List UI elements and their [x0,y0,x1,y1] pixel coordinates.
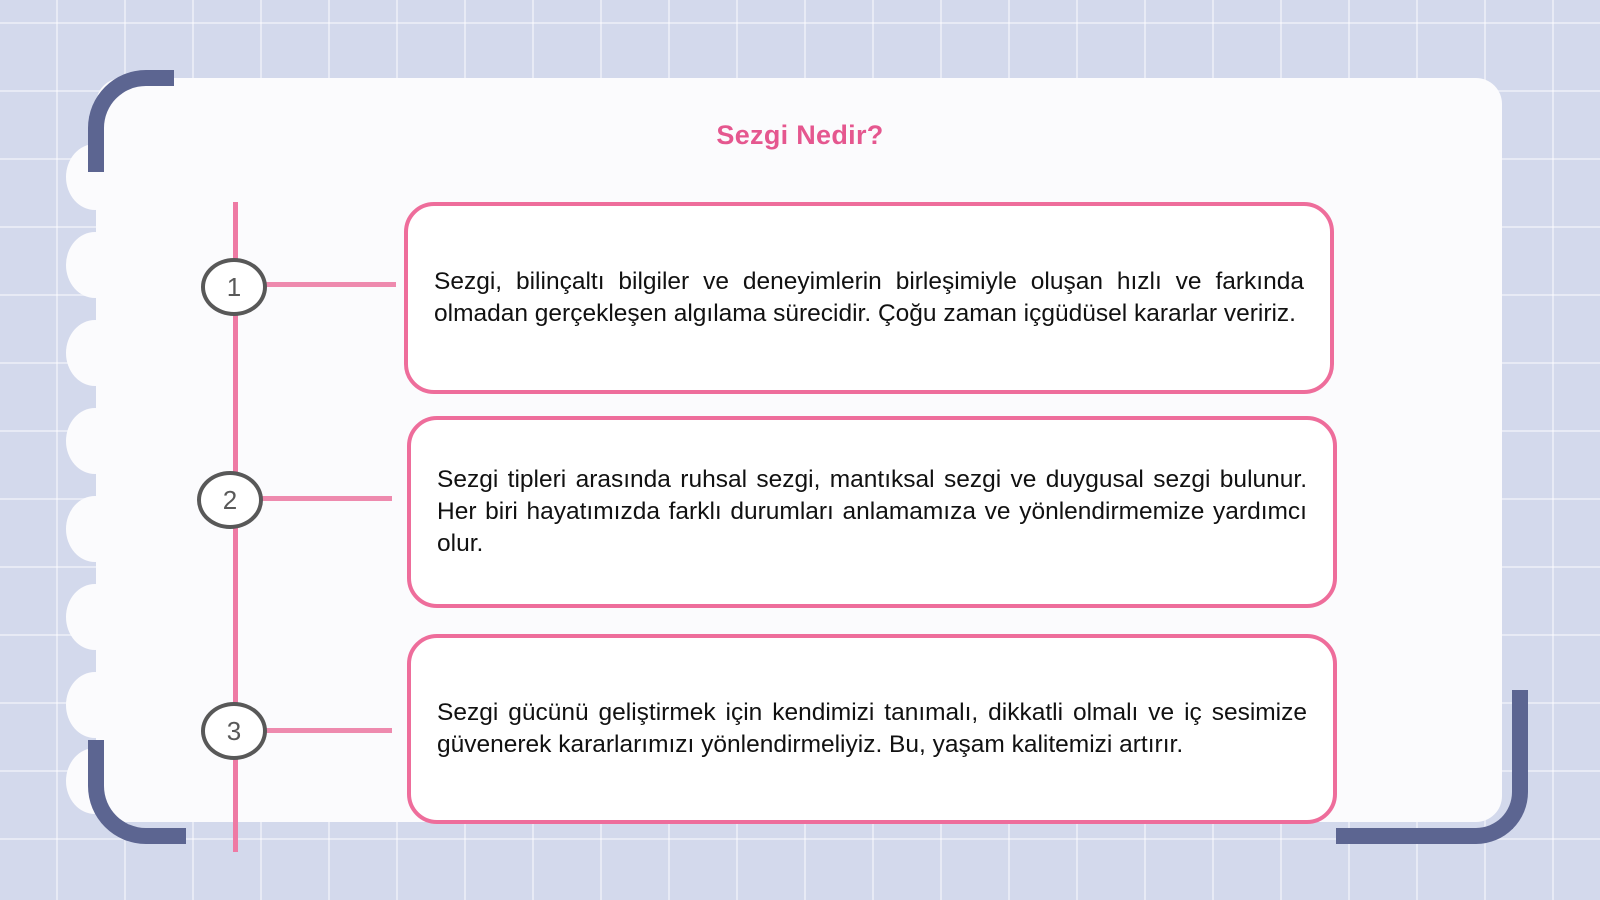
step-1-connector [262,282,396,287]
step-2-box [407,416,1337,608]
step-3-number: 3 [201,702,267,760]
paper-scallop [66,496,124,562]
step-2-text: Sezgi tipleri arasında ruhsal sezgi, mantıksal sezgi ve duygusal sezgi bulunur. Her biri hayatımızda farklı durumları anlamamıza ve yönlendirmemize yardımcı olur. [437,466,1307,557]
step-2-connector [260,496,392,501]
paper-scallop [66,672,124,738]
paper-scallop [66,232,124,298]
paper-scallop [66,320,124,386]
step-3-box [407,634,1337,824]
step-1-box [404,202,1334,394]
step-3-text: Sezgi gücünü geliştirmek için kendimizi tanımalı, dikkatli olmalı ve iç sesimize güvenerek kararlarımızı yönlendirmeliyiz. Bu, yaşam kalitemizi artırır. [437,699,1307,758]
step-3-connector [262,728,392,733]
corner-bracket-bottom-left [88,740,186,844]
slide-title: Sezgi Nedir? [716,120,884,150]
step-1-text: Sezgi, bilinçaltı bilgiler ve deneyimlerin birleşimiyle oluşan hızlı ve farkında olmadan gerçekleşen algılama sürecidir. Çoğu zaman içgüdüsel kararlar veririz. [434,268,1304,327]
step-1-number: 1 [201,258,267,316]
paper-scallop [66,408,124,474]
paper-scallop [66,584,124,650]
corner-bracket-bottom-right [1336,690,1528,844]
step-2-number: 2 [197,471,263,529]
